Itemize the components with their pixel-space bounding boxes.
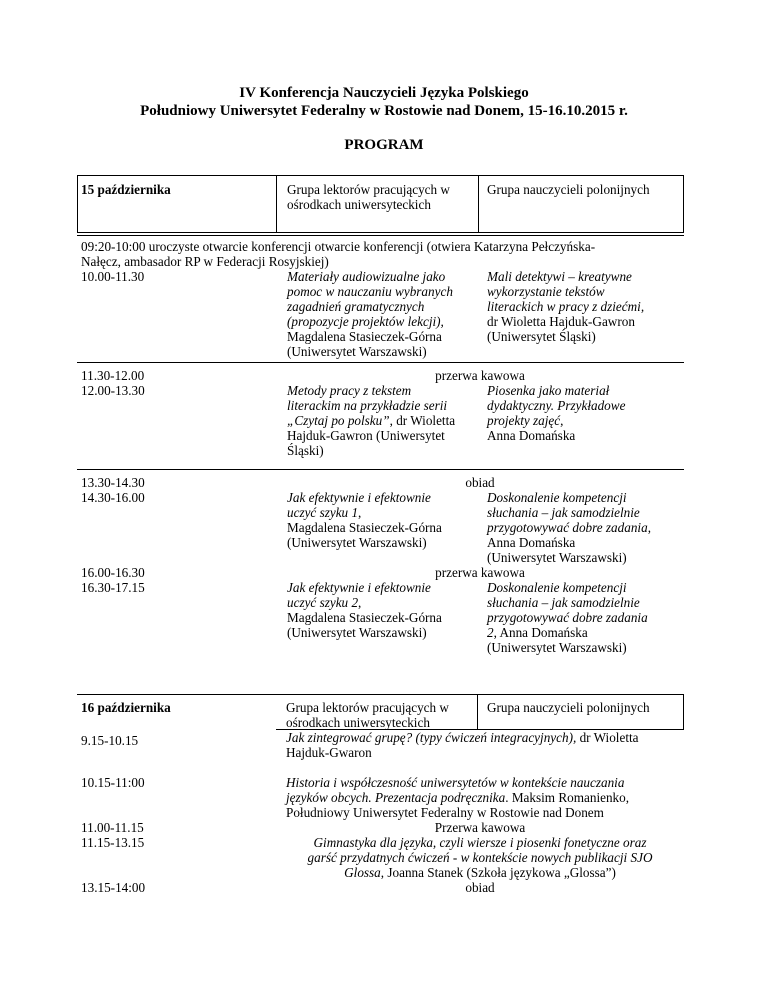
d1-s1-b-l1: Mali detektywi – kreatywne <box>487 269 632 284</box>
d1-s4-b-l2: słuchania – jak samodzielnie <box>487 595 640 610</box>
d2-s2-l2-italic: języków obcych. Prezentacja podręcznika <box>286 790 506 805</box>
d2-s3-l3 <box>277 865 683 880</box>
d2-s3-time: 11.15-13.15 <box>81 835 145 850</box>
d1-break2-time: 16.00-16.30 <box>81 565 145 580</box>
d2-s1-l1 <box>286 730 639 745</box>
d1-s4-a-l3: Magdalena Stasieczek-Górna <box>287 610 442 625</box>
day1-date: 15 października <box>81 182 171 197</box>
d1-s4-b-l4 <box>487 625 588 640</box>
d1-s1-a-l2: pomoc w nauczaniu wybranych <box>287 284 453 299</box>
doc-title-line2: Południowy Uniwersytet Federalny w Rostowie nad Donem, 15-16.10.2015 r. <box>140 103 628 119</box>
d2-s3-l3-rest: , Joanna Stanek (Szkoła językowa „Glossa”) <box>380 865 616 880</box>
d1-s4-a-l1: Jak efektywnie i efektownie <box>287 580 431 595</box>
d2-lunch-time: 13.15-14:00 <box>81 880 146 895</box>
d1-s2-b-l1: Piosenka jako materiał <box>487 383 610 398</box>
program-heading: PROGRAM <box>344 137 424 153</box>
d1-s1-b-l5: (Uniwersytet Śląski) <box>487 329 596 344</box>
d1-s1-b-l2: wykorzystanie tekstów <box>487 284 605 299</box>
d1-s3-b-l3-rest: , <box>647 520 651 535</box>
d1-s3-b-l1: Doskonalenie kompetencji <box>487 490 627 505</box>
d2-s2-l2-rest: . Maksim Romanienko, <box>505 790 630 805</box>
d1-s2-b-l4: Anna Domańska <box>487 428 576 443</box>
day1-col2-header-l1: Grupa lektorów pracujących w <box>287 182 450 197</box>
doc-title-line1: IV Konferencja Nauczycieli Języka Polskiego <box>239 85 529 101</box>
d1-s4-b-l3: przygotowywać dobre zadania <box>487 610 648 625</box>
d1-s3-a-l2-rest: , <box>358 505 362 520</box>
day2-col3-header: Grupa nauczycieli polonijnych <box>487 700 650 715</box>
d1-s2-b-l3-italic: projekty zajęć <box>487 413 561 428</box>
d2-s2-l1: Historia i współczesność uniwersytetów w kontekście nauczania <box>286 775 625 790</box>
d1-s3-time: 14.30-16.00 <box>81 490 145 505</box>
day1-col2-header-l2: ośrodkach uniwersyteckich <box>287 197 431 212</box>
day1-col3-header: Grupa nauczycieli polonijnych <box>487 182 650 197</box>
d1-s2-a-l4: Hajduk-Gawron (Uniwersytet <box>287 428 445 443</box>
d1-s4-a-l4: (Uniwersytet Warszawski) <box>287 625 427 640</box>
d1-s3-b-l5: (Uniwersytet Warszawski) <box>487 550 627 565</box>
d1-s3-b-l3-italic: przygotowywać dobre zadania <box>487 520 648 535</box>
d1-s1-a-l5: Magdalena Stasieczek-Górna <box>287 329 442 344</box>
d1-s2-a-l1: Metody pracy z tekstem <box>287 383 412 398</box>
d1-s3-a-l4: (Uniwersytet Warszawski) <box>287 535 427 550</box>
day2-col2-header-l1: Grupa lektorów pracujących w <box>286 700 449 715</box>
d1-s2-a-l3-rest: , dr Wioletta <box>389 413 456 428</box>
d1-s3-b-l4: Anna Domańska <box>487 535 576 550</box>
d1-break1-time: 11.30-12.00 <box>81 368 145 383</box>
d1-s1-a-l3: zagadnień gramatycznych <box>287 299 425 314</box>
d2-s3-l1: Gimnastyka dla języka, czyli wiersze i piosenki fonetyczne oraz <box>313 835 647 850</box>
d1-s4-a-l2 <box>287 595 361 610</box>
d1-s3-a-l2 <box>287 505 361 520</box>
d1-lunch-label: obiad <box>465 475 495 490</box>
d2-s1-time: 9.15-10.15 <box>81 733 139 748</box>
d2-s1-l2: Hajduk-Gwaron <box>286 745 372 760</box>
opening-line1: 09:20-10:00 uroczyste otwarcie konferencji otwarcie konferencji (otwiera Katarzyna Pełczyńska- <box>81 239 596 254</box>
d2-s1-l1-rest: dr Wioletta <box>576 730 639 745</box>
d1-s4-a-l2-italic: uczyć szyku 2 <box>287 595 359 610</box>
d1-s2-a-l3-italic: „Czytaj po polsku” <box>287 413 390 428</box>
d1-s4-b-l5: (Uniwersytet Warszawski) <box>487 640 627 655</box>
d1-lunch-time: 13.30-14.30 <box>81 475 145 490</box>
d1-s4-a-l2-rest: , <box>358 595 362 610</box>
d1-s2-a-l5: Śląski) <box>287 443 324 458</box>
d1-s1-a-l4: (propozycje projektów lekcji), <box>287 314 444 329</box>
d1-s3-b-l2: słuchania – jak samodzielnie <box>487 505 640 520</box>
d1-s2-a-l3 <box>287 413 455 428</box>
d2-lunch-label: obiad <box>465 880 495 895</box>
day2-col2-header-l2: ośrodkach uniwersyteckich <box>286 715 430 730</box>
d1-s3-b-l3 <box>487 520 651 535</box>
d2-s3-l2: garść przydatnych ćwiczeń - w kontekście nowych publikacji SJO <box>307 850 653 865</box>
day2-date: 16 października <box>81 700 171 715</box>
d2-break-time: 11.00-11.15 <box>81 820 144 835</box>
d1-break2-label: przerwa kawowa <box>435 565 525 580</box>
d1-s4-b-l4-italic: 2 <box>487 625 494 640</box>
d1-s2-time: 12.00-13.30 <box>81 383 145 398</box>
d1-s1-b-l3: literackich w pracy z dziećmi, <box>487 299 645 314</box>
d2-break-label: Przerwa kawowa <box>434 820 526 835</box>
d1-s2-b-l3-rest: , <box>560 413 564 428</box>
d2-s2-l2 <box>286 790 629 805</box>
d1-s3-a-l1: Jak efektywnie i efektownie <box>287 490 431 505</box>
d1-s3-a-l2-italic: uczyć szyku 1 <box>287 505 359 520</box>
d2-s2-time: 10.15-11:00 <box>81 775 145 790</box>
d1-s4-b-l4-rest: , Anna Domańska <box>493 625 588 640</box>
d2-s3-l3-italic: Glossa <box>344 865 381 880</box>
d2-s2-l3: Południowy Uniwersytet Federalny w Rostowie nad Donem <box>286 805 604 820</box>
d1-s1-b-l4: dr Wioletta Hajduk-Gawron <box>487 314 635 329</box>
d1-s2-b-l2: dydaktyczny. Przykładowe <box>487 398 626 413</box>
d1-s1-time: 10.00-11.30 <box>81 269 145 284</box>
d1-s1-a-l6: (Uniwersytet Warszawski) <box>287 344 427 359</box>
d1-break1-label: przerwa kawowa <box>435 368 525 383</box>
d2-s1-l1-italic: Jak zintegrować grupę? (typy ćwiczeń integracyjnych), <box>286 730 577 745</box>
opening-line2: Nałęcz, ambasador RP w Federacji Rosyjskiej) <box>81 254 329 269</box>
d1-s4-b-l1: Doskonalenie kompetencji <box>487 580 627 595</box>
d1-s4-time: 16.30-17.15 <box>81 580 145 595</box>
d1-s3-a-l3: Magdalena Stasieczek-Górna <box>287 520 442 535</box>
d1-s2-b-l3 <box>487 413 563 428</box>
d1-s2-a-l2: literackim na przykładzie serii <box>287 398 448 413</box>
d1-s1-a-l1: Materiały audiowizualne jako <box>287 269 446 284</box>
